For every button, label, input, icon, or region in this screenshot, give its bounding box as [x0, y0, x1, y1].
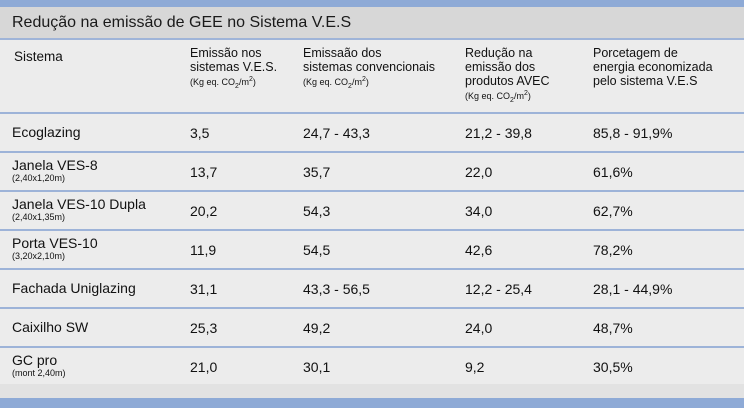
row-name: Janela VES-10 Dupla (2,40x1,35m): [12, 196, 146, 222]
bottom-accent-band: [0, 398, 744, 408]
table-row: [0, 192, 744, 229]
cell-emissao-ves: 31,1: [190, 281, 218, 297]
cell-porcentagem: 85,8 - 91,9%: [593, 125, 673, 141]
table-row: [0, 231, 744, 268]
cell-emissao-convencional: 35,7: [303, 164, 331, 180]
cell-reducao: 21,2 - 39,8: [465, 125, 532, 141]
cell-emissao-convencional: 54,5: [303, 242, 331, 258]
cell-porcentagem: 61,6%: [593, 164, 633, 180]
table-row: [0, 153, 744, 190]
cell-porcentagem: 48,7%: [593, 320, 633, 336]
header-unit: (Kg eq. $CO_2/m^2$): [465, 90, 531, 104]
cell-emissao-convencional: 24,7 - 43,3: [303, 125, 370, 141]
row-name: Janela VES-8 (2,40x1,20m): [12, 157, 98, 183]
bottom-light-band: [0, 384, 744, 398]
cell-reducao: 12,2 - 25,4: [465, 281, 532, 297]
row-name: Ecoglazing: [12, 124, 81, 140]
cell-emissao-ves: 11,9: [190, 242, 217, 258]
header-emissao-convencional: Emissaão dos sistemas convencionais (Kg eq. $CO_2/m^2$): [303, 46, 436, 90]
cell-reducao: 24,0: [465, 320, 493, 336]
row-dimensions: (3,20x2,10m): [12, 251, 66, 261]
page-title: Redução na emissão de GEE no Sistema V.E.S: [12, 14, 352, 31]
cell-emissao-ves: 21,0: [190, 359, 218, 375]
header-emissao-ves: Emissão nos sistemas V.E.S. (Kg eq. $CO_2/m^2$): [190, 46, 278, 90]
row-dimensions: (2,40x1,20m): [12, 173, 66, 183]
cell-reducao: 9,2: [465, 359, 485, 375]
table-row: [0, 270, 744, 307]
cell-emissao-convencional: 30,1: [303, 359, 331, 375]
cell-porcentagem: 30,5%: [593, 359, 633, 375]
row-name: GC pro (mont 2,40m): [12, 352, 66, 378]
row-name: Fachada Uniglazing: [12, 280, 136, 296]
header-unit: (Kg eq. $CO_2/m^2$): [303, 76, 369, 90]
header-reducao-avec: Redução na emissão dos produtos AVEC (Kg eq. $CO_2/m^2$): [465, 46, 550, 104]
cell-reducao: 22,0: [465, 164, 493, 180]
cell-emissao-ves: 25,3: [190, 320, 218, 336]
cell-emissao-ves: 13,7: [190, 164, 218, 180]
cell-emissao-convencional: 54,3: [303, 203, 331, 219]
cell-reducao: 34,0: [465, 203, 493, 219]
header-sistema: Sistema: [14, 49, 63, 64]
table-row: [0, 309, 744, 346]
cell-porcentagem: 62,7%: [593, 203, 633, 219]
cell-reducao: 42,6: [465, 242, 493, 258]
table-row: [0, 348, 744, 384]
cell-emissao-ves: 3,5: [190, 125, 210, 141]
table-row: [0, 114, 744, 151]
row-dimensions: (2,40x1,35m): [12, 212, 66, 222]
row-dimensions: (mont 2,40m): [12, 368, 66, 378]
cell-porcentagem: 28,1 - 44,9%: [593, 281, 673, 297]
row-name: Caixilho SW: [12, 319, 89, 335]
title-bar: [0, 7, 744, 40]
header-porcentagem: Porcetagem de energia economizada pelo sistema V.E.S: [593, 46, 713, 88]
header-unit: (Kg eq. $CO_2/m^2$): [190, 76, 256, 90]
cell-porcentagem: 78,2%: [593, 242, 633, 258]
cell-emissao-convencional: 49,2: [303, 320, 331, 336]
top-accent-band: [0, 0, 744, 7]
cell-emissao-convencional: 43,3 - 56,5: [303, 281, 370, 297]
row-name: Porta VES-10 (3,20x2,10m): [12, 235, 98, 261]
cell-emissao-ves: 20,2: [190, 203, 218, 219]
